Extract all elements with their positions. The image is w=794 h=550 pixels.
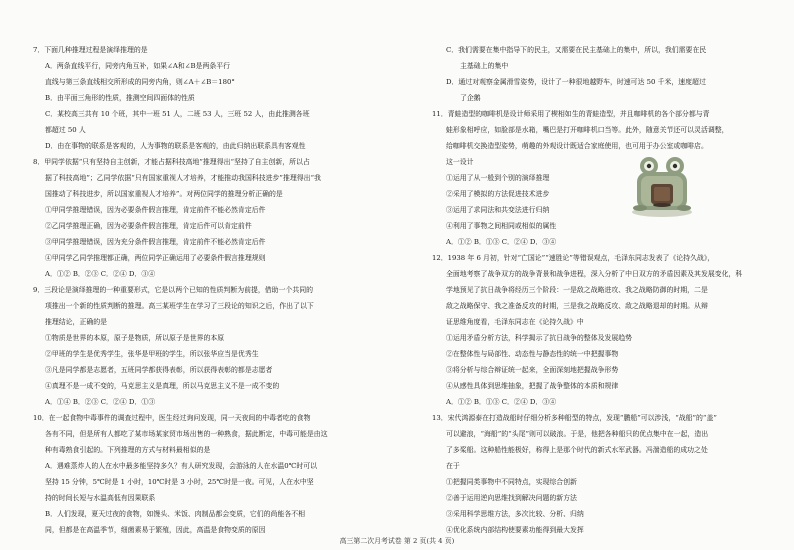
text-line: ③将分析与综合辩证统一起来，全面深刻地把握战争形势 — [446, 366, 619, 374]
text-line: 持的时间长短与水温高低有因果联系 — [45, 494, 156, 502]
text-line: 敌之战略保守、我之准备反攻的时期，三是我之战略反攻、敌之战略退却的时期。从辩 — [446, 302, 708, 310]
text-line: ③凡是同学都是志愿者，五班同学都获得表彰，所以获得表彰的都是志愿者 — [45, 366, 273, 374]
text-line: ①运用矛盾分析方法，科学揭示了抗日战争的整体及发展趋势 — [446, 334, 633, 342]
text-line: 推理结论，正确的是 — [45, 318, 108, 326]
text-line: 坚持 15 分钟，5℃时是 1 小时，10℃时是 3 小时，25℃时是一夜。可见，人在水中坚 — [45, 478, 314, 486]
text-line: 11．青蛙造型的咖啡机是设计师采用了楔相如生的青蛙造型，并且咖啡机的各个部分都与青 — [432, 110, 710, 118]
text-line: ④甲同学乙同学推理都正确，两位同学正确运用了必要条件假言推理规则 — [45, 254, 266, 262]
text-line: 在于 — [446, 462, 460, 470]
text-line: 据了科技高地”；乙同学依据“只有国家重视人才培养，才能推动我国科技进步”推理得出“我 — [45, 174, 321, 182]
text-line: 证思维角度看，毛泽东同志在《论持久战》中 — [446, 318, 584, 326]
text-line: ②甲班的学生是优秀学生，张华是甲班的学生，所以张华应当是优秀生 — [45, 350, 259, 358]
text-line: ②善于运用逆向思维找到解决问题的新方法 — [446, 494, 577, 502]
text-line: ④利用了事物之间相同或相似的属性 — [446, 222, 557, 230]
text-line: ④从感性具体到思维抽象，把握了战争整体的本质和规律 — [446, 382, 619, 390]
text-line: ②采用了模拟的方法促进技术进步 — [446, 190, 550, 198]
text-line: 直线与第三条直线相交所形成的同旁内角，则∠A＋∠B＝180° — [45, 78, 235, 86]
text-line: 全面地考察了战争双方的战争背景和战争进程，深入分析了中日双方的矛盾因素及其发展变化，科 — [446, 270, 743, 278]
text-line: A．遇难蒸炸人的人在水中最多能坚持多久？有人研究发现，会游泳的人在水温0℃时可以 — [45, 462, 318, 470]
text-line: 学地预见了抗日战争将经历三个阶段：一是敌之战略进攻、我之战略防御的时期，二是 — [446, 286, 708, 294]
text-line: 主基础上的集中 — [460, 62, 509, 70]
text-line: 国推动了科技进步，所以国家重视人才培养”。对两位同学的推理分析正确的是 — [45, 190, 283, 198]
text-line: ④优化系统内部结构使要素功能得到最大发挥 — [446, 526, 584, 534]
text-line: 各有不同，但是所有人都吃了某市场某家贸市场出售的一种熟食，据此断定，中毒可能是由这 — [45, 430, 328, 438]
text-line: 7．下面几种推理过程是演绎推理的是 — [33, 46, 148, 54]
text-line: ③甲同学推理错误，因为充分条件假言推理，肯定前件不能必然肯定后件 — [45, 238, 266, 246]
text-line: 蛙形象相呼应，如脸部是水箱，嘴巴是打开咖啡机口当等。此外，随意关节还可以灵活调整， — [446, 126, 729, 134]
text-line: ①物质是世界的本原，原子是物质，所以原子是世界的本原 — [45, 334, 225, 342]
text-line: A．①② B．①③ C．②④ D．③④ — [446, 398, 557, 406]
text-line: A．①② B．①③ C．②④ D．③④ — [446, 238, 557, 246]
text-line: ③采用科学思维方法，多次比较、分析、归纳 — [446, 510, 584, 518]
text-line: 给咖啡机交换造型姿势，萌趣的外观设计既适合家庭使用，也可用于办公室或咖啡店。 — [446, 142, 708, 150]
text-line: 这一设计 — [446, 158, 474, 166]
page-footer: 高三第二次月考试卷 第 2 页(共 4 页) — [339, 537, 455, 545]
text-line: A．①④ B．②③ C．②④ D．①③ — [45, 398, 156, 406]
text-line: ①甲同学推理错误，因为必要条件假言推理，肯定前件不能必然肯定后件 — [45, 206, 266, 214]
frog-coffee-machine-image — [627, 150, 697, 218]
text-line: 12．1938 年 6 月初，针对“亡国论”“速胜论”等错误观点，毛泽东同志发表了《论持久战》， — [432, 254, 715, 262]
text-line: 都超过 50 人 — [45, 126, 86, 134]
left-column — [0, 0, 384, 550]
text-line: A．两条直线平行，同旁内角互补，如果∠A和∠B是两条平行 — [45, 62, 231, 70]
text-line: ③运用了求同法和共变法进行归纳 — [446, 206, 550, 214]
text-line: ①把握同类事物中不同特点，实现综合创新 — [446, 478, 577, 486]
text-line: ②乙同学推理正确，因为必要条件假言推理，肯定后件可以肯定前件 — [45, 222, 252, 230]
text-line: 了多桨船。这种船性能极好，称得上是那个时代的新式水军武器。冯湍造船的成功之处 — [446, 446, 708, 454]
text-line: 种有毒熟食引起的。下列推理的方式与材料最相似的是 — [45, 446, 211, 454]
text-line: C．某校高三共有 10 个班，其中一班 51 人，二班 53 人，三班 52 人，由此推测各班 — [45, 110, 310, 118]
text-line: A．①② B．②③ C．②④ D．③④ — [45, 270, 156, 278]
text-line: 了企鹅 — [460, 94, 481, 102]
text-line: D．由在事物的联系是客观的，人为事物的联系是客观的，由此归纳出联系具有客观性 — [45, 142, 306, 150]
text-line: C．我们需要在集中指导下的民主，又需要在民主基础上的集中，所以，我们需要在民 — [446, 46, 707, 54]
text-line: ②在整体性与局部性、动态性与静态性的统一中把握事物 — [446, 350, 619, 358]
right-column — [410, 0, 794, 550]
text-line: ④真理不是一成不变的，马克思主义是真理，所以马克思主义不是一成不变的 — [45, 382, 280, 390]
text-line: 可以避浪，“海船”的“头尾”则可以破浪。于是，他把各种船只的优点集中在一起，造出 — [446, 430, 709, 438]
text-line: 8．甲同学依据“只有坚持自主创新，才能占据科技高地”推理得出“坚持了自主创新，所以占 — [33, 158, 310, 166]
text-line: 项推出一个新的性质判断的推理。高三某班学生在学习了三段论的知识之后，作出了以下 — [45, 302, 314, 310]
text-line: 9．三段论是演绎推理的一种重要形式，它是以两个已知的性质判断为前提，借助一个共同的 — [33, 286, 314, 294]
text-line: 13．宋代鸿源泰在打造战船时仔细分析多种船型的特点，发现“鹏船”可以涉浅，“战船”的“盖” — [432, 414, 717, 422]
text-line: ①运用了从一般到个别的演绎推理 — [446, 174, 550, 182]
text-line: B．由平面三角形的性质，推测空间四面体的性质 — [45, 94, 195, 102]
text-line: D．通过对观察金属滑雪姿势，设计了一种很地越野车，时速可达 50 千米，速度超过 — [446, 78, 706, 86]
text-line: 10．在一起食物中毒事件的调查过程中，医生经过询问发现，同一天夜间的中毒者吃的食物 — [33, 414, 311, 422]
text-line: B．人们发现，夏天过夜的食物，如馒头、米饭、肉制品都会变质，它们的尚能各不相 — [45, 510, 306, 518]
text-line: 同，但都是在高温季节，细菌素易于繁殖，因此，高温是食物变质的原因 — [45, 526, 266, 534]
